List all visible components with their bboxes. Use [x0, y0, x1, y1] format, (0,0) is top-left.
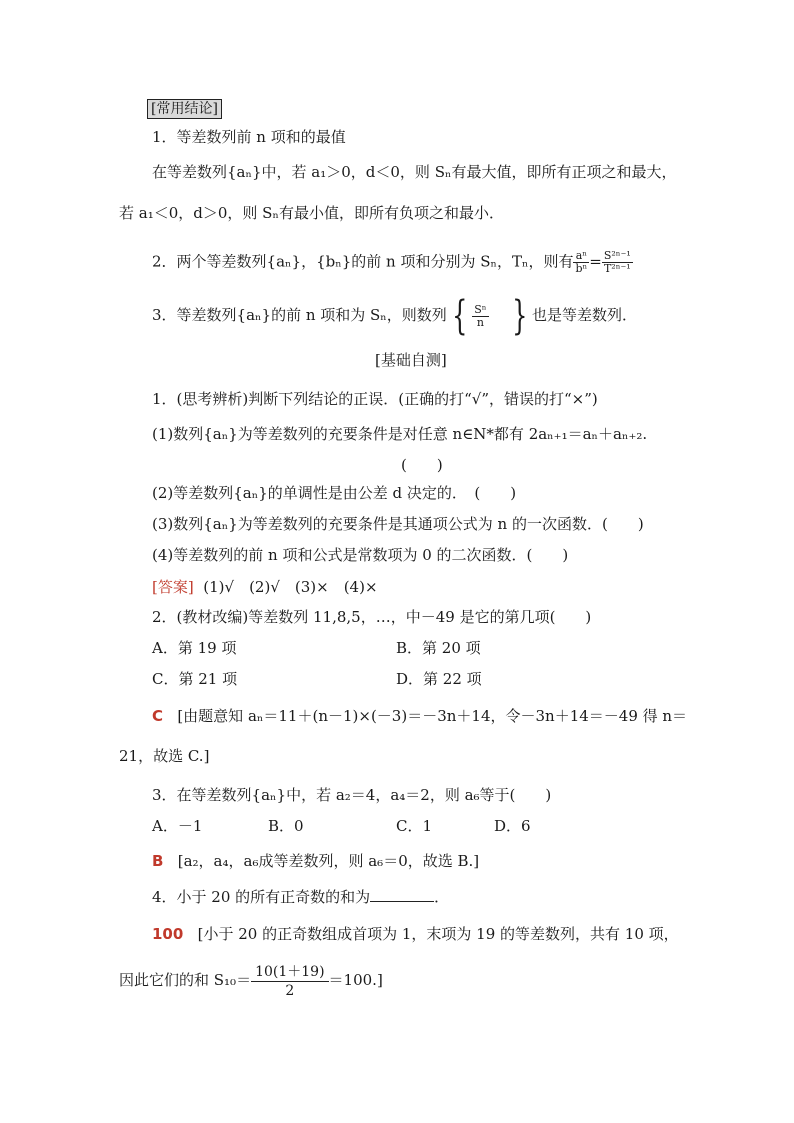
q1-statement-3: (3)数列{aₙ}为等差数列的充要条件是其通项公式为 n 的一次函数．( ) — [152, 515, 644, 533]
ratio-s-n-numerator: Sⁿ — [474, 302, 487, 316]
q2-stem: 2．(教材改编)等差数列 11,8,5，…，中－49 是它的第几项( ) — [152, 608, 592, 626]
q3-option-a: A．－1 — [152, 817, 203, 835]
ratio-s-t-denominator: T²ⁿ⁻¹ — [603, 262, 631, 275]
q4-explanation-text: [小于 20 的正奇数组成首项为 1，末项为 19 的等差数列，共有 10 项， — [197, 925, 679, 943]
q3-explanation — [152, 851, 479, 871]
q1-statement-4: (4)等差数列的前 n 项和公式是常数项为 0 的二次函数．( ) — [152, 546, 569, 564]
conclusion-3-text: 3．等差数列{aₙ}的前 n 项和为 Sₙ，则数列 — [152, 306, 447, 324]
q4-explanation-line2 — [119, 960, 383, 1000]
sum-fraction-denominator: 2 — [285, 982, 295, 999]
q2-option-a: A．第 19 项 — [152, 639, 237, 657]
ratio-s-n-denominator: n — [476, 315, 484, 329]
sum-fraction-numerator: 10(1＋19) — [251, 963, 328, 982]
q2-answer: C — [152, 707, 164, 725]
q1-statement-1-paren: ( ) — [401, 456, 443, 474]
q2-explanation-line1 — [152, 706, 687, 726]
q3-explanation-text: [a₂，a₄，a₆成等差数列，则 a₆＝0，故选 B.] — [177, 852, 480, 870]
q1-statement-2: (2)等差数列{aₙ}的单调性是由公差 d 决定的． ( ) — [152, 484, 517, 502]
q3-option-c: C．1 — [396, 817, 433, 835]
conclusion-2 — [152, 250, 633, 275]
ratio-a-b-denominator: bⁿ — [575, 262, 588, 275]
q4-stem — [152, 887, 449, 907]
q2-explanation-text: [由题意知 aₙ＝11＋(n－1)×(－3)＝－3n＋14，令－3n＋14＝－49 得 n＝ — [177, 707, 688, 725]
q2-option-b: B．第 20 项 — [396, 639, 481, 657]
self-test-heading: [基础自测] — [375, 351, 447, 369]
ratio-s-t-numerator: S²ⁿ⁻¹ — [603, 249, 631, 262]
answer-tag: [答案] — [152, 578, 194, 596]
sum-fraction — [251, 963, 328, 1000]
conclusion-1-line2: 若 a₁＜0，d＞0，则 Sₙ有最小值，即所有负项之和最小． — [119, 204, 504, 222]
q4-answer: 100 — [152, 925, 184, 943]
q2-option-d: D．第 22 项 — [396, 670, 482, 688]
ratio-s-t — [602, 250, 633, 275]
q4-stem-text: 4．小于 20 的所有正奇数的和为 — [152, 888, 371, 906]
equals-sign: = — [589, 252, 602, 271]
q4-explanation-line1 — [152, 924, 679, 944]
section-tag: [常用结论] — [147, 99, 222, 119]
q3-option-b: B．0 — [268, 817, 304, 835]
conclusion-1-title: 1．等差数列前 n 项和的最值 — [152, 128, 346, 146]
q4-stem-end: ． — [434, 888, 450, 906]
q2-explanation-line2: 21，故选 C.] — [119, 747, 210, 765]
q1-answer: (1)√ (2)√ (3)× (4)× — [203, 578, 378, 596]
ratio-a-b — [573, 250, 589, 275]
answer-blank — [370, 887, 434, 902]
conclusion-1-line1: 在等差数列{aₙ}中，若 a₁＞0，d＜0，则 Sₙ有最大值，即所有正项之和最大， — [152, 163, 677, 181]
q1-stem: 1．(思考辨析)判断下列结论的正误．(正确的打“√”，错误的打“×”) — [152, 390, 598, 408]
q4-sum-result: ＝100.] — [328, 971, 383, 989]
q4-sum-text: 因此它们的和 S₁₀＝ — [119, 971, 252, 989]
q2-option-c: C．第 21 项 — [152, 670, 238, 688]
q3-option-d: D．6 — [494, 817, 531, 835]
q3-answer: B — [152, 852, 164, 870]
left-brace: { — [451, 293, 468, 339]
q3-stem: 3．在等差数列{aₙ}中，若 a₂＝4，a₄＝2，则 a₆等于( ) — [152, 786, 552, 804]
q1-statement-1: (1)数列{aₙ}为等差数列的充要条件是对任意 n∈N*都有 2aₙ₊₁＝aₙ＋aₙ₊₂. — [152, 425, 648, 443]
ratio-s-n — [472, 304, 488, 329]
conclusion-2-text: 2．两个等差数列{aₙ}，{bₙ}的前 n 项和分别为 Sₙ，Tₙ，则有 — [152, 252, 574, 271]
right-brace: } — [511, 293, 527, 339]
ratio-a-b-numerator: aⁿ — [573, 250, 589, 263]
q1-answer-line — [152, 577, 378, 597]
conclusion-3-tail: 也是等差数列． — [532, 306, 638, 324]
conclusion-3 — [152, 293, 638, 339]
